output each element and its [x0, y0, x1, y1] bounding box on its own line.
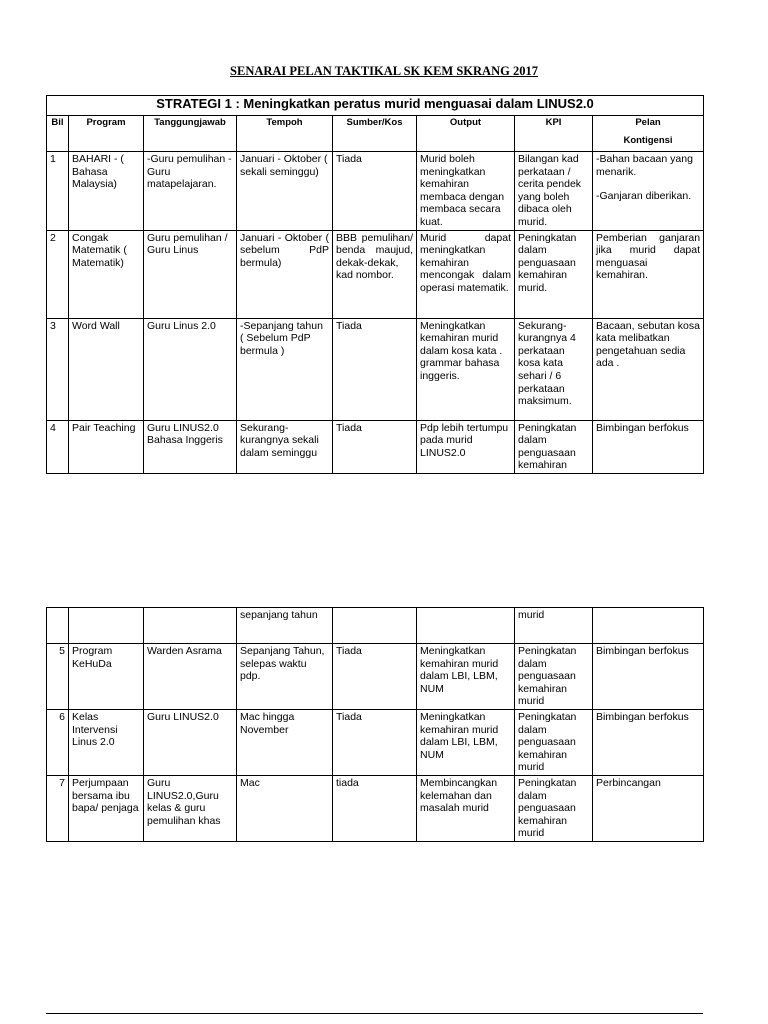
cell-sumber: tiada [333, 775, 417, 841]
cell-pelan: Bacaan, sebutan kosa kata melibatkan pengetahuan sedia ada . [593, 318, 704, 420]
pelan-item: -Ganjaran diberikan. [596, 190, 692, 203]
cell-output: Meningkatkan kemahiran murid dalam LBI, LBM, NUM [417, 644, 515, 710]
cell-tempoh: Januari - Oktober ( sekali seminggu) [237, 152, 333, 231]
cell-output: Membincangkan kelemahan dan masalah murid [417, 775, 515, 841]
header-row [47, 116, 704, 152]
tactical-plan-table-continued [46, 607, 704, 842]
cell-kpi: Bilangan kad perkataan / cerita pendek yang boleh dibaca oleh murid. [515, 152, 593, 231]
cell-tanggungjawab: -Guru pemulihan - Guru matapelajaran. [144, 152, 237, 231]
cell-tempoh: Sekurang-kurangnya sekali dalam seminggu [237, 420, 333, 473]
cell-output: Meningkatkan kemahiran murid dalam LBI, LBM, NUM [417, 709, 515, 775]
cell-bil: 2 [47, 230, 69, 318]
tactical-plan-table [46, 95, 704, 474]
cell-sumber: Tiada [333, 420, 417, 473]
cell-pelan: Bimbingan berfokus [593, 644, 704, 710]
cell-kpi: Peningkatan dalam penguasaan kemahiran murid [515, 775, 593, 841]
continuation-row [47, 608, 704, 644]
cell-tanggungjawab: Warden Asrama [144, 644, 237, 710]
cell-bil: 7 [47, 775, 69, 841]
cell-sumber: BBB pemulihan/ benda maujud, dekak-dekak, kad nombor. [333, 230, 417, 318]
cell-sumber: Tiada [333, 644, 417, 710]
pelan-item: -Bahan bacaan yang menarik. [596, 153, 693, 178]
cell-pelan: Bimbingan berfokus [593, 709, 704, 775]
cell-output: Murid boleh meningkatkan kemahiran membaca dengan membaca secara kuat. [417, 152, 515, 231]
table-row [47, 318, 704, 420]
table-row [47, 709, 704, 775]
cell-program: BAHARI - ( Bahasa Malaysia) [69, 152, 144, 231]
header-pelan [593, 116, 704, 152]
cell-kpi: Peningkatan dalam penguasaan kemahiran [515, 420, 593, 473]
cell-bil: 3 [47, 318, 69, 420]
cell-pelan: Perbincangan [593, 775, 704, 841]
cell-bil: 6 [47, 709, 69, 775]
cell-pelan: Bimbingan berfokus [593, 420, 704, 473]
cell-tempoh: Mac hingga November [237, 709, 333, 775]
cell-kpi: murid [515, 608, 593, 644]
cell-program: Kelas Intervensi Linus 2.0 [69, 709, 144, 775]
cell-tanggungjawab: Guru pemulihan / Guru Linus [144, 230, 237, 318]
header-tempoh: Tempoh [237, 116, 333, 152]
header-pelan-line1: Pelan [635, 117, 661, 128]
cell-bil: 1 [47, 152, 69, 231]
cell-sumber: Tiada [333, 318, 417, 420]
header-bil: Bil [47, 116, 69, 152]
table-row [47, 420, 704, 473]
header-kpi: KPI [515, 116, 593, 152]
cell-pelan: Pemberian ganjaran jika murid dapat menguasai kemahiran. [593, 230, 704, 318]
cell-tanggungjawab: Guru LINUS2.0,Guru kelas & guru pemulihan khas [144, 775, 237, 841]
cell-output: Meningkatkan kemahiran murid dalam kosa kata . grammar bahasa inggeris. [417, 318, 515, 420]
cell-tempoh: Mac [237, 775, 333, 841]
cell-sumber: Tiada [333, 152, 417, 231]
cell-tempoh: Sepanjang Tahun, selepas waktu pdp. [237, 644, 333, 710]
header-pelan-line2: Kontigensi [623, 134, 673, 146]
header-tanggungjawab: Tanggungjawab [144, 116, 237, 152]
table-row [47, 775, 704, 841]
header-program: Program [69, 116, 144, 152]
cell-kpi: Peningkatan dalam penguasaan kemahiran murid [515, 709, 593, 775]
cell-output: Pdp lebih tertumpu pada murid LINUS2.0 [417, 420, 515, 473]
cell-program: Word Wall [69, 318, 144, 420]
cell-kpi: Peningkatan dalam penguasaan kemahiran murid [515, 644, 593, 710]
header-output: Output [417, 116, 515, 152]
cell-bil: 5 [47, 644, 69, 710]
page-bottom-rule [46, 1013, 703, 1014]
cell-tempoh: -Sepanjang tahun ( Sebelum PdP bermula ) [237, 318, 333, 420]
cell-tanggungjawab: Guru LINUS2.0 [144, 709, 237, 775]
cell-tanggungjawab: Guru Linus 2.0 [144, 318, 237, 420]
cell-program: Congak Matematik ( Matematik) [69, 230, 144, 318]
table-row [47, 230, 704, 318]
cell-kpi: Peningkatan dalam penguasaan kemahiran murid. [515, 230, 593, 318]
cell-kpi: Sekurang-kurangnya 4 perkataan kosa kata sehari / 6 perkataan maksimum. [515, 318, 593, 420]
cell-pelan [593, 152, 704, 231]
cell-tempoh: Januari - Oktober ( sebelum PdP bermula) [237, 230, 333, 318]
strategy-heading: STRATEGI 1 : Meningkatkan peratus murid menguasai dalam LINUS2.0 [47, 96, 704, 116]
table-row [47, 152, 704, 231]
cell-tempoh: sepanjang tahun [237, 608, 333, 644]
cell-output: Murid dapat meningkatkan kemahiran mencongak dalam operasi matematik. [417, 230, 515, 318]
cell-sumber: Tiada [333, 709, 417, 775]
document-title: SENARAI PELAN TAKTIKAL SK KEM SKRANG 2017 [230, 64, 538, 78]
header-sumber: Sumber/Kos [333, 116, 417, 152]
cell-program: Pair Teaching [69, 420, 144, 473]
cell-program: Perjumpaan bersama ibu bapa/ penjaga [69, 775, 144, 841]
cell-tanggungjawab: Guru LINUS2.0 Bahasa Inggeris [144, 420, 237, 473]
cell-bil: 4 [47, 420, 69, 473]
cell-program: Program KeHuDa [69, 644, 144, 710]
table-row [47, 644, 704, 710]
